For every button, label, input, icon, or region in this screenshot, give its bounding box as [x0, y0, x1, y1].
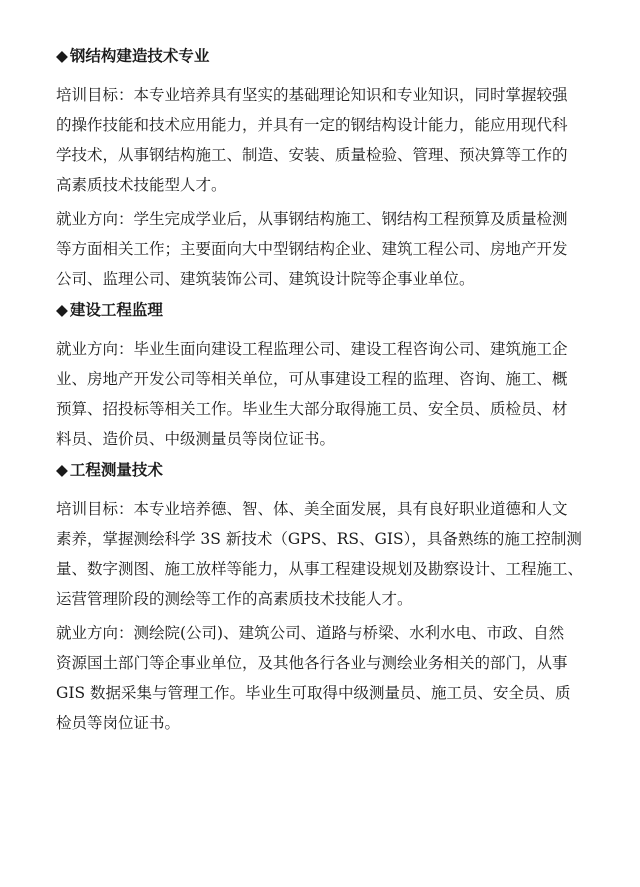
text-line: GIS 数据采集与管理工作。毕业生可取得中级测量员、施工员、安全员、质	[56, 684, 571, 702]
text-line: 运营管理阶段的测绘等工作的高素质技术技能人才。	[56, 590, 413, 608]
section-title-text: 工程测量技术	[69, 460, 163, 479]
text-line: 就业方向：测绘院(公司)、建筑公司、道路与桥梁、水利水电、市政、自然	[56, 624, 565, 642]
text-line: 资源国土部门等企事业单位，及其他各行各业与测绘业务相关的部门，从事	[56, 654, 568, 672]
text-line: 高素质技术技能型人才。	[56, 176, 227, 194]
text-line: 培训目标：本专业培养具有坚实的基础理论知识和专业知识，同时掌握较强	[56, 86, 568, 104]
text-line: 料员、造价员、中级测量员等岗位证书。	[56, 430, 336, 448]
paragraph-employment	[56, 204, 606, 294]
section-title-text: 钢结构建造技术专业	[69, 46, 210, 65]
diamond-bullet-icon: ◆	[56, 46, 68, 65]
section-heading	[56, 298, 606, 322]
section-title-text: 建设工程监理	[69, 300, 163, 319]
paragraph-employment	[56, 334, 606, 454]
text-line: 素养，掌握测绘科学 3S 新技术（GPS、RS、GIS），具备熟练的施工控制测	[56, 530, 582, 548]
section-engineering-surveying	[56, 458, 606, 738]
document-page	[56, 44, 606, 742]
text-line: 业、房地产开发公司等相关单位，可从事建设工程的监理、咨询、施工、概	[56, 370, 568, 388]
text-line: 检员等岗位证书。	[56, 714, 181, 732]
section-construction-supervision	[56, 298, 606, 454]
paragraph-employment	[56, 618, 606, 738]
text-line: 学技术，从事钢结构施工、制造、安装、质量检验、管理、预决算等工作的	[56, 146, 568, 164]
paragraph-training-goal	[56, 80, 606, 200]
section-heading	[56, 458, 606, 482]
text-line: 的操作技能和技术应用能力，并具有一定的钢结构设计能力，能应用现代科	[56, 116, 568, 134]
text-line: 就业方向：学生完成学业后，从事钢结构施工、钢结构工程预算及质量检测	[56, 210, 568, 228]
text-line: 等方面相关工作；主要面向大中型钢结构企业、建筑工程公司、房地产开发	[56, 240, 568, 258]
section-heading	[56, 44, 606, 68]
text-line: 预算、招投标等相关工作。毕业生大部分取得施工员、安全员、质检员、材	[56, 400, 568, 418]
section-steel-structure	[56, 44, 606, 294]
text-line: 公司、监理公司、建筑装饰公司、建筑设计院等企事业单位。	[56, 270, 475, 288]
text-line: 培训目标：本专业培养德、智、体、美全面发展，具有良好职业道德和人文	[56, 500, 568, 518]
paragraph-training-goal	[56, 494, 606, 614]
diamond-bullet-icon: ◆	[56, 460, 68, 479]
text-line: 就业方向：毕业生面向建设工程监理公司、建设工程咨询公司、建筑施工企	[56, 340, 568, 358]
diamond-bullet-icon: ◆	[56, 300, 68, 319]
text-line: 量、数字测图、施工放样等能力，从事工程建设规划及勘察设计、工程施工、	[56, 560, 584, 578]
